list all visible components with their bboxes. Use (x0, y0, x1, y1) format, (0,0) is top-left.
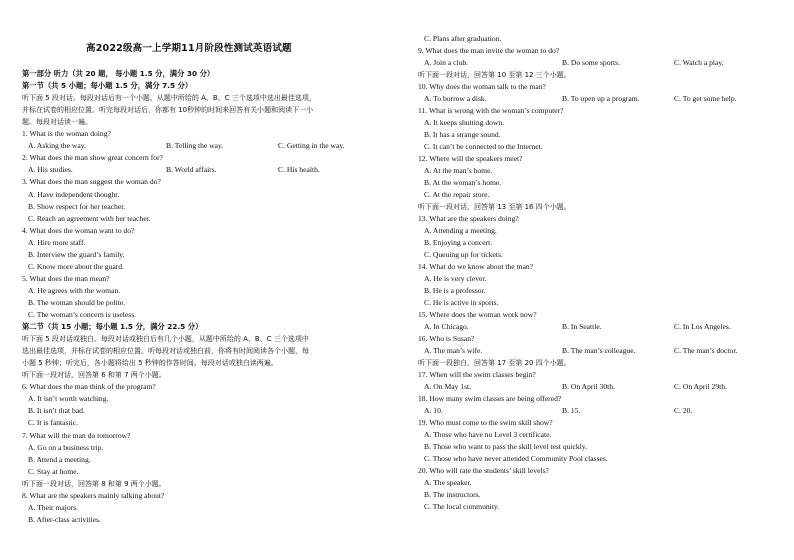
option-text: A. It keeps shutting down. (424, 118, 505, 127)
question-text: 14. What do we know about the man? (418, 262, 534, 271)
option-text: C. He is active in sports. (424, 298, 499, 307)
option-text: A. Their majors. (28, 502, 79, 512)
option-b: B. On April 30th. (562, 382, 615, 391)
instruction-text: 听下面一段对话，回答第 10 至第 12 三个小题。 (418, 71, 571, 79)
option-b: B. The man’s colleague. (562, 346, 636, 355)
option-a: A. Join a club. (424, 58, 469, 67)
question-text: 11. What is wrong with the woman’s computer? (418, 106, 564, 115)
question-text: 4. What does the woman want to do? (22, 225, 135, 235)
option-text: B. He is a professor. (424, 286, 486, 295)
option-text: C. Reach an agreement with her teacher. (28, 213, 151, 223)
option-c: C. In Los Angeles. (674, 322, 731, 331)
question-text: 10. Why does the woman talk to the man? (418, 82, 546, 91)
section-heading: 第一部分 听力（共 20 题， 每小题 1.5 分，满分 30 分） (22, 69, 215, 78)
question-text: 16. Who is Susan? (418, 334, 475, 343)
option-text: A. He agrees with the woman. (28, 285, 121, 295)
option-c: C. 20. (674, 406, 693, 415)
option-text: C. Stay at home. (28, 466, 79, 476)
option-a: A. The man’s wife. (424, 346, 483, 355)
option-a: A. To borrow a disk. (424, 94, 487, 103)
option-text: C. Plans after graduation. (424, 34, 502, 43)
option-text: C. It can’t be connected to the Internet. (424, 142, 543, 151)
instruction-text: 听下面 5 段对话或独白。每段对话或独白后有几个小题，从题中所给的 A、B、C 三个选项中 (22, 335, 309, 344)
instruction-text: 小题 5 秒钟；听完后，各小题将给出 5 秒钟的作答时间。每段对话或独白读两遍。 (22, 359, 278, 368)
instruction-text: 听下面一段对话，回答第 13 至第 16 四个小题。 (418, 203, 571, 211)
option-a: A. 10. (424, 406, 443, 415)
question-text: 18. How many swim classes are being offered? (418, 394, 562, 403)
instruction-text: 并标在试卷的相应位置。听完每段对话后，你都有 10秒钟的时间来回答有关小题和阅读下一小 (22, 106, 314, 115)
option-b: B. In Seattle. (562, 322, 602, 331)
option-b: B. To open up a program. (562, 94, 640, 103)
option-text: C. Queuing up for tickets. (424, 250, 503, 259)
question-text: 15. Where does the woman work now? (418, 310, 537, 319)
option-c: C. The man’s doctor. (674, 346, 738, 355)
question-text: 12. Where will the speakers meet? (418, 154, 523, 163)
option-c: C. Getting in the way. (278, 141, 345, 151)
option-a: A. His studies. (28, 165, 73, 175)
instruction-text: 听下面 5 段对话。每段对话后有一个小题，从题中所给的 A、B、C 三个选项中选出最佳选项， (22, 94, 316, 103)
option-b: B. 15. (562, 406, 581, 415)
option-b: B. Telling the way. (166, 141, 224, 151)
question-text: 2. What does the man show great concern for? (22, 153, 163, 163)
option-text: B. After-class activities. (28, 514, 101, 524)
instruction-text: 听下面一段对话，回答第 8 和第 9 两个小题。 (22, 479, 166, 488)
option-text: B. It isn’t that bad. (28, 406, 85, 416)
option-text: A. Have independent thought. (28, 189, 120, 199)
option-text: B. The instructors. (424, 490, 481, 499)
instruction-text: 听下面一段独白，回答第 17 至第 20 四个小题。 (418, 359, 571, 367)
option-text: B. Interview the guard’s family. (28, 249, 125, 259)
option-a: A. Asking the way. (28, 141, 86, 151)
option-text: A. At the man’s home. (424, 166, 493, 175)
option-text: C. At the repair store. (424, 190, 490, 199)
option-text: C. The local community. (424, 502, 500, 511)
option-b: B. World affairs. (166, 165, 217, 175)
instruction-text: 听下面一段对话，回答第 6 和第 7 两个小题。 (22, 371, 166, 380)
question-text: 8. What are the speakers mainly talking about? (22, 490, 165, 500)
option-a: A. In Chicago. (424, 322, 469, 331)
option-text: B. It has a strange sound. (424, 130, 501, 139)
question-text: 6. What does the man think of the program? (22, 382, 156, 392)
question-text: 20. Who will rate the students’ skill levels? (418, 466, 549, 475)
option-c: C. Watch a play. (674, 58, 724, 67)
question-text: 9. What does the man invite the woman to do? (418, 46, 560, 55)
option-text: C. Those who have never attended Community Pool classes. (424, 454, 608, 463)
question-text: 19. Who must come to the swim skill show? (418, 418, 553, 427)
option-text: B. Enjoying a concert. (424, 238, 493, 247)
question-text: 13. What are the speakers doing? (418, 214, 519, 223)
option-text: A. Attending a meeting. (424, 226, 497, 235)
question-text: 1. What is the woman doing? (22, 129, 111, 139)
option-text: C. The woman’s concern is useless. (28, 310, 137, 319)
option-text: C. Know more about the guard. (28, 261, 124, 271)
section-heading: 第二节（共 15 小题；每小题 1.5 分，满分 22.5 分） (22, 322, 203, 332)
question-text: 17. When will the swim classes begin? (418, 370, 536, 379)
option-text: B. Show respect for her teacher. (28, 201, 126, 211)
option-a: A. On May 1st. (424, 382, 472, 391)
option-text: A. Those who have no Level 3 certificate. (424, 430, 552, 439)
option-text: B. Those who want to pass the skill level test quickly. (424, 442, 588, 451)
question-text: 3. What does the man suggest the woman do? (22, 177, 161, 187)
question-text: 5. What does the man mean? (22, 273, 110, 283)
option-text: B. At the woman’s home. (424, 178, 502, 187)
option-c: C. To get some help. (674, 94, 737, 103)
option-c: C. His health. (278, 165, 320, 175)
option-text: C. It is fantastic. (28, 418, 78, 428)
option-text: A. Go on a business trip. (28, 442, 104, 452)
instruction-text: 选出最佳选项，并标在试卷的相应位置。听每段对话或独白前，你将有时间阅读各个小题，每 (22, 347, 309, 356)
option-text: A. He is very clever. (424, 274, 487, 283)
option-c: C. On April 29th. (674, 382, 727, 391)
section-heading: 第一节（共 5 小题；每小题 1.5 分，满分 7.5 分） (22, 81, 193, 91)
question-text: 7. What will the man do tomorrow? (22, 430, 131, 440)
option-b: B. Do some sports. (562, 58, 621, 67)
option-text: B. Attend a meeting. (28, 454, 91, 464)
option-text: A. Hire more staff. (28, 237, 86, 247)
page-title: 高2022级高一上学期11月阶段性测试英语试题 (86, 43, 292, 54)
option-text: A. The speaker. (424, 478, 472, 487)
option-text: A. It isn’t worth watching. (28, 394, 109, 404)
instruction-text: 题。每段对话读一遍。 (22, 118, 92, 127)
option-text: B. The woman should be polite. (28, 297, 126, 307)
